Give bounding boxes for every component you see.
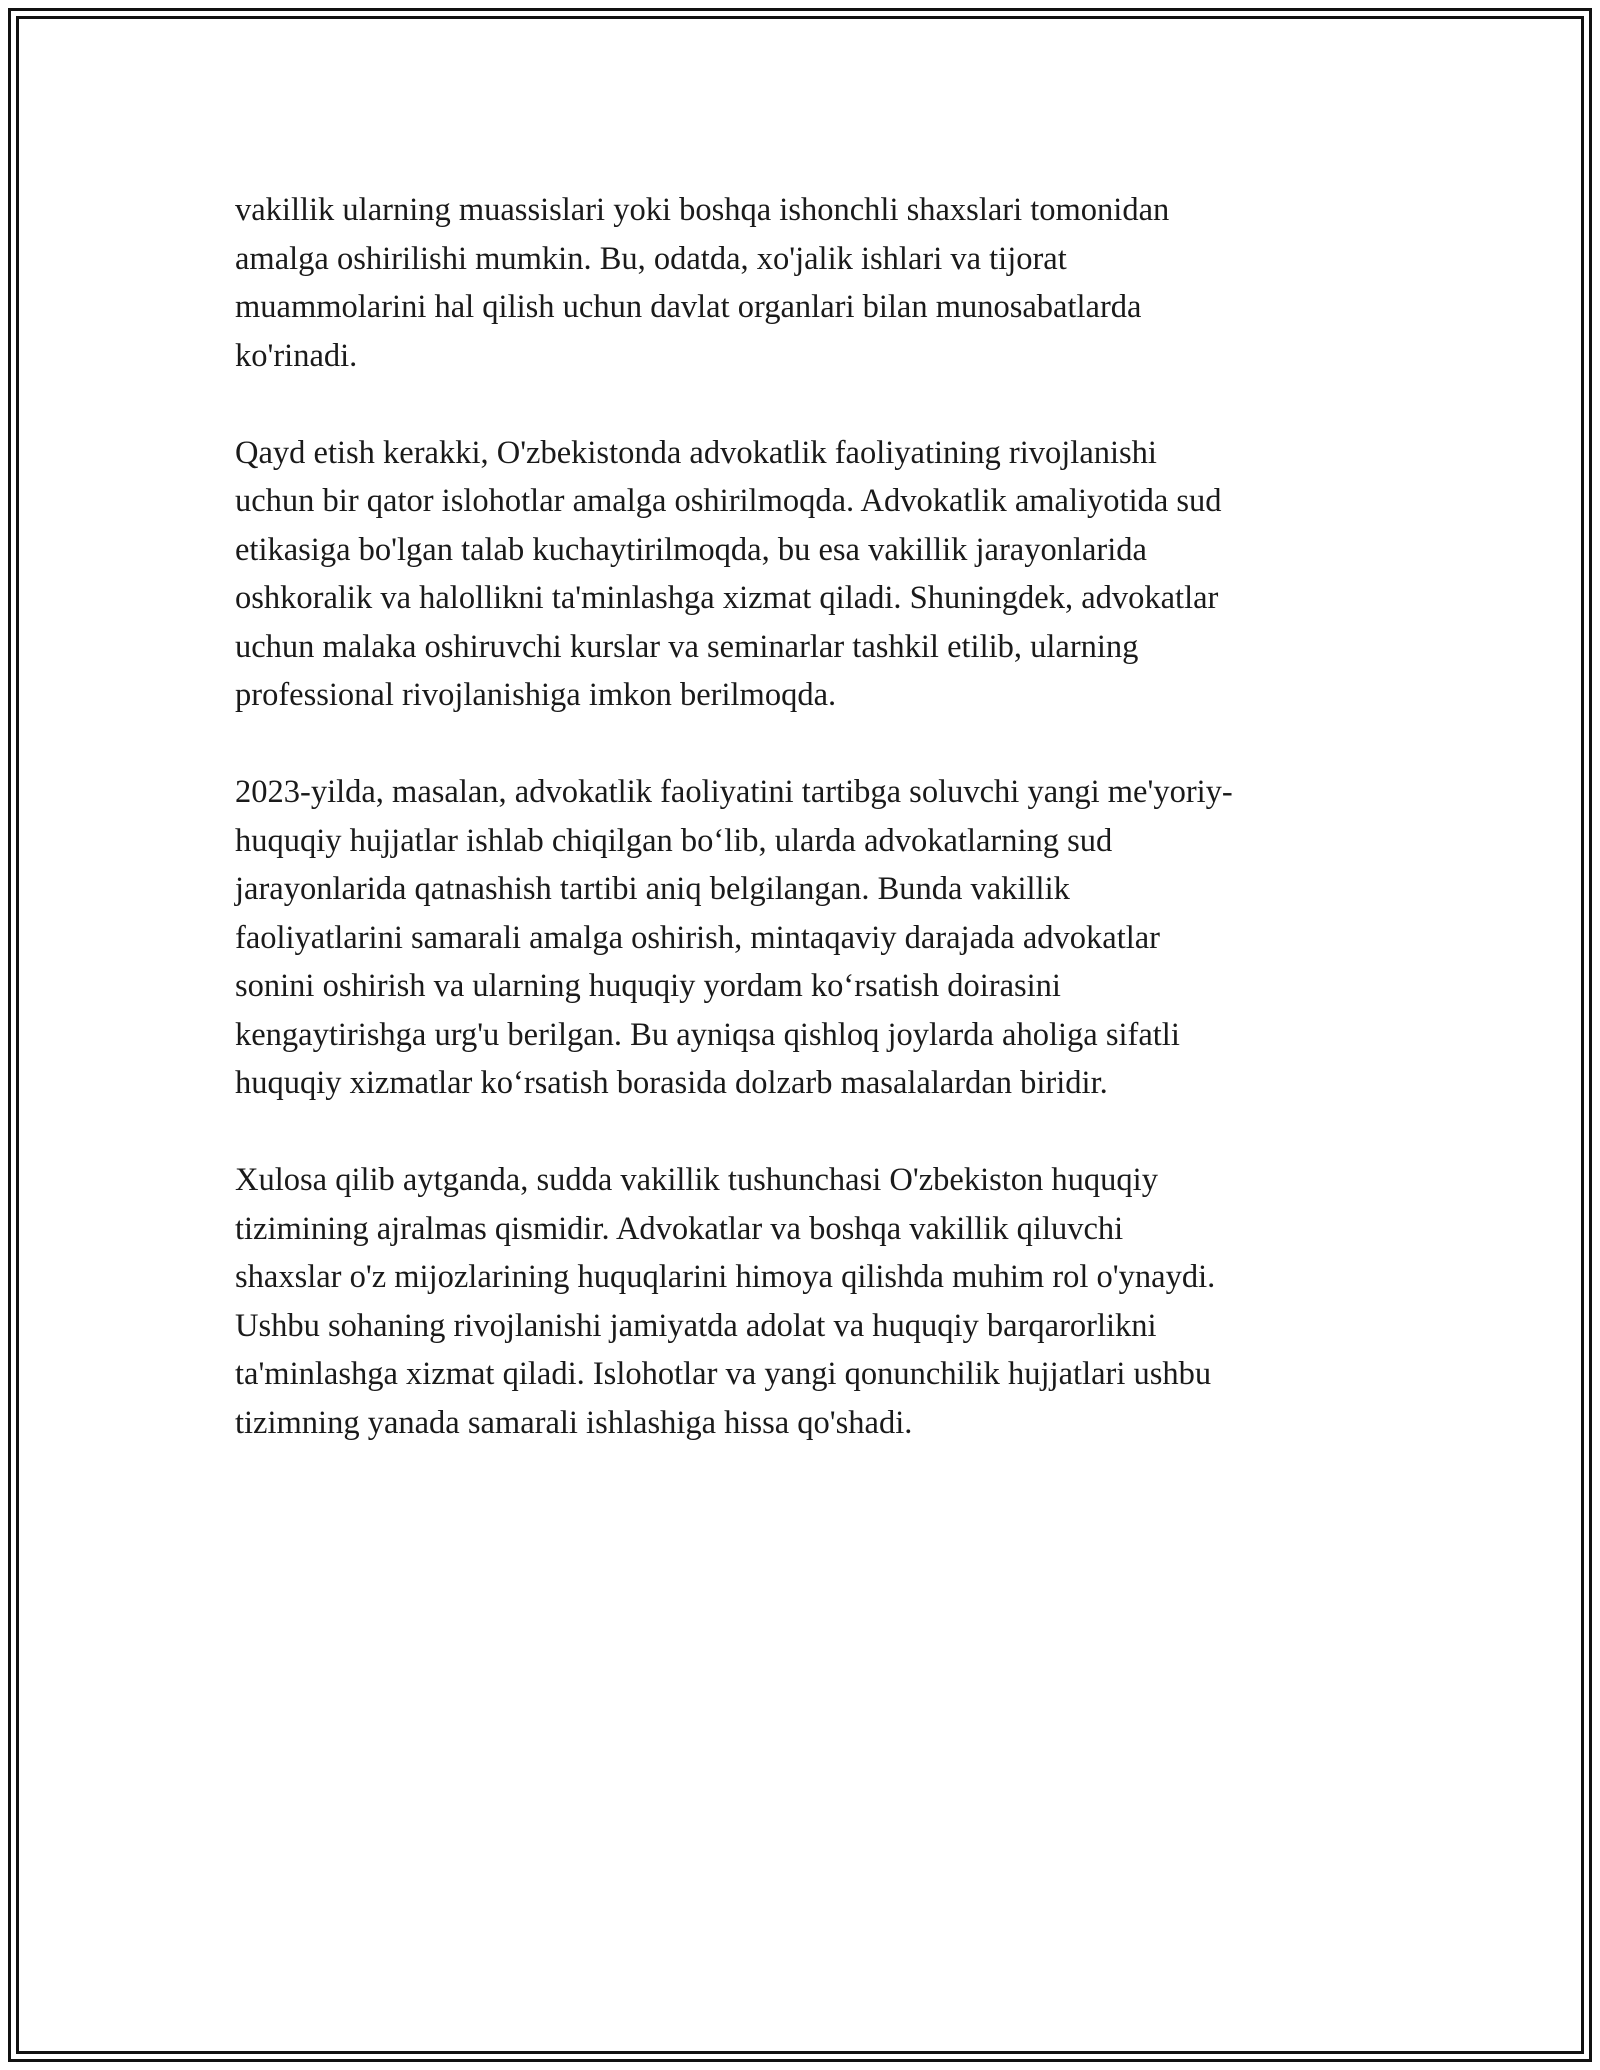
text-line: Ushbu sohaning rivojlanishi jamiyatda adolat va huquqiy barqarorlikni	[235, 1307, 1157, 1344]
text-line: sonini oshirish va ularning huquqiy yordam ko‘rsatish doirasini	[235, 968, 1061, 1004]
text-line: shaxslar o'z mijozlarining huquqlarini himoya qilishda muhim rol o'ynaydi.	[235, 1259, 1216, 1295]
paragraph-2	[235, 429, 1365, 720]
text-line: muammolarini hal qilish uchun davlat organlari bilan munosabatlarda	[235, 289, 1142, 325]
paragraph-3	[235, 768, 1365, 1108]
text-line: tizimining ajralmas qismidir. Advokatlar va boshqa vakillik qiluvchi	[235, 1210, 1124, 1247]
text-line: huquqiy hujjatlar ishlab chiqilgan bo‘lib, ularda advokatlarning sud	[235, 822, 1113, 859]
text-line: amalga oshirilishi mumkin. Bu, odatda, xo'jalik ishlari va tijorat	[235, 240, 1067, 277]
text-line: Qayd etish kerakki, O'zbekistonda advokatlik faoliyatining rivojlanishi	[235, 434, 1157, 471]
text-line: 2023-yilda, masalan, advokatlik faoliyatini tartibga soluvchi yangi me'yoriy-	[235, 774, 1233, 810]
text-line: ta'minlashga xizmat qiladi. Islohotlar va yangi qonunchilik hujjatlari ushbu	[235, 1356, 1212, 1392]
text-line: tizimning yanada samarali ishlashiga hissa qo'shadi.	[235, 1404, 913, 1441]
text-line: faoliyatlarini samarali amalga oshirish, mintaqaviy darajada advokatlar	[235, 919, 1160, 956]
paragraph-1	[235, 186, 1365, 380]
text-line: vakillik ularning muassislari yoki boshqa ishonchli shaxslari tomonidan	[235, 192, 1170, 228]
text-line: etikasiga bo'lgan talab kuchaytirilmoqda, bu esa vakillik jarayonlarida	[235, 531, 1147, 568]
document-body	[235, 186, 1365, 1496]
text-line: uchun malaka oshiruvchi kurslar va seminarlar tashkil etilib, ularning	[235, 628, 1139, 665]
paragraph-4	[235, 1156, 1365, 1447]
text-line: professional rivojlanishiga imkon berilmoqda.	[235, 677, 837, 713]
text-line: oshkoralik va halollikni ta'minlashga xizmat qiladi. Shuningdek, advokatlar	[235, 580, 1219, 616]
text-line: uchun bir qator islohotlar amalga oshirilmoqda. Advokatlik amaliyotida sud	[235, 483, 1222, 519]
text-line: jarayonlarida qatnashish tartibi aniq belgilangan. Bunda vakillik	[235, 871, 1070, 907]
text-line: kengaytirishga urg'u berilgan. Bu ayniqsa qishloq joylarda aholiga sifatli	[235, 1016, 1180, 1053]
text-line: ko'rinadi.	[235, 337, 358, 374]
text-line: huquqiy xizmatlar ko‘rsatish borasida dolzarb masalalardan biridir.	[235, 1065, 1108, 1101]
text-line: Xulosa qilib aytganda, sudda vakillik tushunchasi O'zbekiston huquqiy	[235, 1162, 1158, 1198]
